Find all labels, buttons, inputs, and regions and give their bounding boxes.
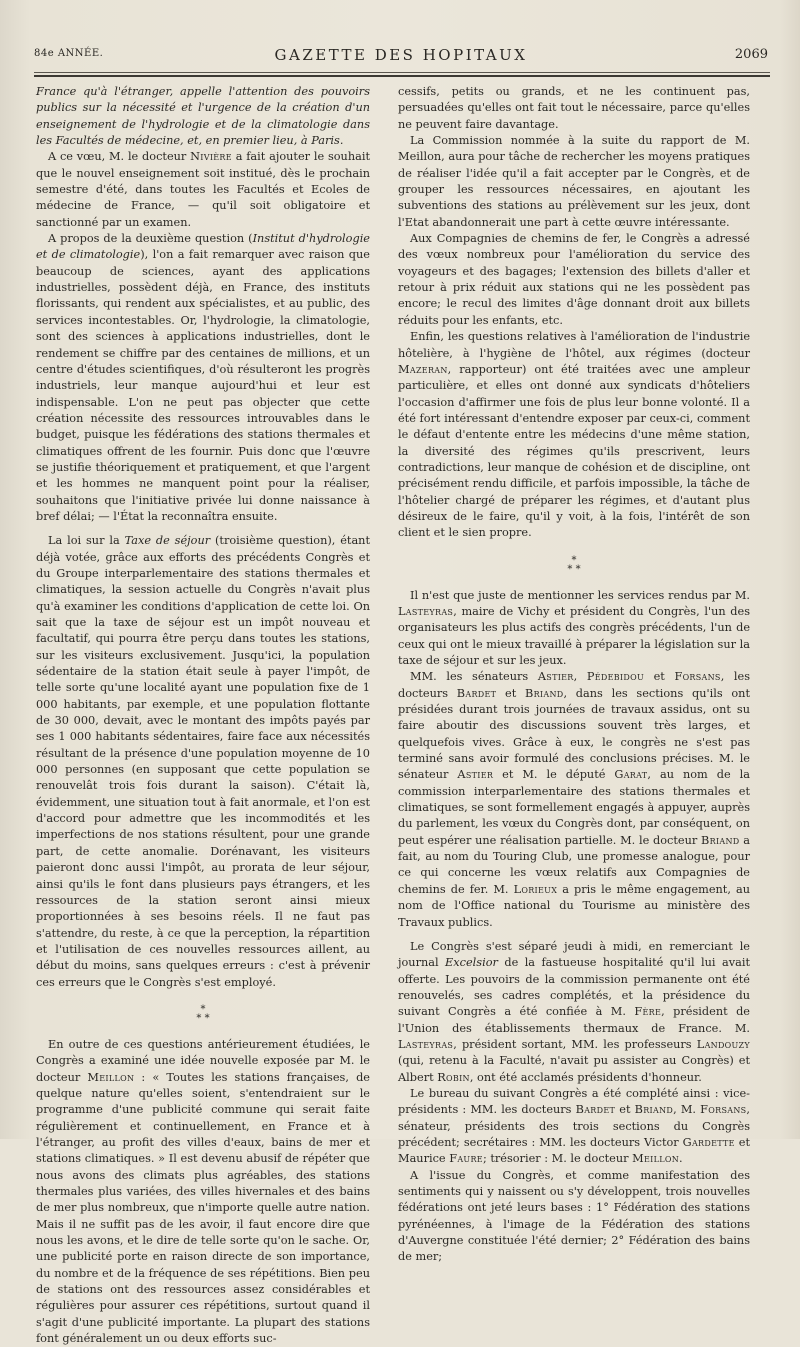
header-title: GAZETTE DES HOPITAUX xyxy=(274,46,528,64)
paragraph: Il n'est que juste de mentionner les services rendus par M. Lasteyras, maire de Vichy et président du Congrès, l'un des organisateurs les plus actifs des congrès précédents, l'un de ceux qui ont le mieux travaillé à préparer la législation sur la taxe de séjour et sur les jeux. xyxy=(398,588,750,667)
paragraph: A l'issue du Congrès, et comme manifestation des sentiments qui y naissent ou s'y développent, trois nouvelles fédérations ont jeté leurs bases : 1° Fédération des stations pyrénéennes, à l'image de la Fédération des stations d'Auvergne constituée l'été dernier; 2° Fédération des bains de mer; xyxy=(398,1168,750,1264)
person-name: Mazeran xyxy=(398,362,448,376)
paragraph: A propos de la deuxième question (Institut d'hydrologie et de climatologie), l'on a fait remarquer avec raison que beaucoup de sciences, ayant des applications industrielles, possèdent déjà, en France, des instituts florissants, qui rendent aux spécialistes, et au public, des services incontestables. Or, l'hydrologie, la climatologie, sont des sciences à applications industrielles, dont le rendement se chiffre par des centaines de millions, et un centre d'études scientifiques, d'où résulteront les progrès industriels, leur manque aujourd'hui et leur est indispensable. L'on ne peut pas objecter que cette création nécessite des ressources introuvables dans le budget, puisque les fédérations des stations thermales et climatiques offrent de les fournir. Puis donc que l'œuvre se justifie théoriquement et pratiquement, et que l'argent et les hommes ne manquent point pour la réaliser, souhaitons que l'initiative privée lui donne naissance à bref délai; — l'État la reconnaîtra ensuite. xyxy=(36,232,370,523)
paragraph: En outre de ces questions antérieurement étudiées, le Congrès a examiné une idée nouvelle exposée par M. le docteur Meillon : « Toutes les stations françaises, de quelque nature qu'elles soient, s'entendraient sur le programme d'une publicité commune qui serait faite régulièrement et continuellement, en France et à l'étranger, au profit des villes d'eaux, bains de mer et stations climatiques. » Il est devenu abusif de répéter que nous avons des climats plus agréables, des stations thermales plus variées, des villes hivernales et des bains de mer plus nombreux, que n'importe quelle autre nation. Mais il ne suffit pas de les avoir, il faut encore dire que nous les avons, et le dire de telle sorte qu'on le sache. Or, une publicité porte en raison directe de son importance, du nombre et de la fréquence de ses répétitions. Bien peu de stations ont des ressources assez considérables et régulières pour assurer ces répétitions, surtout quand il s'agit d'une publicité importante. La plupart des stations font généralement un ou deux efforts suc- xyxy=(36,1037,370,1346)
header-rule-thin xyxy=(34,72,770,73)
paragraph: Le Congrès s'est séparé jeudi à midi, en remerciant le journal Excelsior de la fastueuse hospitalité qu'il lui avait offerte. Les pouvoirs de la commission permanente ont été renouvelés, ses cadres complétés, et la présidence du suivant Congrès a été confiée à M. Fère, président de l'Union des établissements thermaux de France. M. Lasteyras, président sortant, MM. les professeurs Landouzy (qui, retenu à la Faculté, n'avait pu assister au Congrès) et Albert Robin, ont été acclamés présidents d'honneur. xyxy=(398,939,750,1084)
paragraph: cessifs, petits ou grands, et ne les continuent pas, persuadées qu'elles ont fait tout le nécessaire, parce qu'elles ne peuvent faire davantage. xyxy=(398,85,750,131)
paragraph: Enfin, les questions relatives à l'amélioration de l'industrie hôtelière, à l'hygiène de l'hôtel, aux régimes (docteur Mazeran, rapporteur) ont été traitées avec une ampleur particulière, et elles ont donné aux syndicats d'hôteliers l'occasion d'affirmer une fois de plus leur bonne volonté. Il a été fort intéressant d'entendre exposer par ceux-ci, comment le défaut d'entente entre les médecins d'une même station, la diversité des régimes qu'ils prescrivent, leurs contradictions, leur manque de cohésion et de discipline, ont précisément rendu difficile, et parfois impossible, la tâche de l'hôtelier chargé de préparer les régimes, et d'autant plus désireux de le faire, qu'il y voit, à la fois, l'intérêt de son client et le sien propre. xyxy=(398,330,750,540)
paragraph: Aux Compagnies de chemins de fer, le Congrès a adressé des vœux nombreux pour l'amélioration du service des voyageurs et des bagages; l'extension des billets d'aller et retour à prix réduit aux stations qui ne les possèdent pas encore; le recul des limites d'âge donnant droit aux billets réduits pour les enfants, etc. xyxy=(398,232,750,327)
left-column xyxy=(36,84,370,1347)
paragraph: Le bureau du suivant Congrès a été complété ainsi : vice-présidents : MM. les docteurs Bardet et Briand, M. Forsans, sénateur, présidents des trois sections du Congrès précédent; secrétaires : MM. les docteurs Victor Gardette et Maurice Faure; trésorier : M. le docteur Meillon. xyxy=(398,1086,750,1166)
paragraph: A ce vœu, M. le docteur Nivière a fait ajouter le souhait que le nouvel enseignement soit institué, dès le prochain semestre d'été, dans toutes les Facultés et Ecoles de médecine de France, — qu'il soit obligatoire et sanctionné par un examen. xyxy=(36,150,370,229)
header-year: 84e ANNÉE. xyxy=(34,48,104,59)
page-header xyxy=(34,46,768,68)
paragraph: MM. les sénateurs Astier, Pédebidou et Forsans, les docteurs Bardet et Briand, dans les sections qu'ils ont présidées durant trois journées de travaux assidus, ont su faire aboutir des discussions souvent très larges, et quelquefois vives. Grâce à eux, le congrès ne s'est pas terminé sans avoir formulé des conclusions précises. M. le sénateur Astier et M. le député Garat, au nom de la commission interparlementaire des stations thermales et climatiques, se sont formellement engagés à appuyer, auprès du parlement, les vœux du Congrès dont, par conséquent, on peut espérer une réalisation partielle. M. le docteur Briand a fait, au nom du Touring Club, une promesse analogue, pour ce qui concerne les vœux relatifs aux Compagnies de chemins de fer. M. Lorieux a pris le même engagement, au nom de l'Office national du Tourisme au ministère des Travaux publics. xyxy=(398,670,750,929)
person-name: Nivière xyxy=(190,150,232,164)
section-separator: * * * xyxy=(196,1003,210,1024)
paragraph: La Commission nommée à la suite du rapport de M. Meillon, aura pour tâche de rechercher les moyens pratiques de réaliser l'idée qu'il a fait accepter par le Congrès, et de grouper les ressources nécessaires, en ajoutant les subventions des stations au prélèvement sur les jeux, dont l'Etat abandonnerait une part à cette œuvre intéressante. xyxy=(398,134,750,229)
header-rule-thick xyxy=(34,75,770,77)
right-column xyxy=(398,84,750,1266)
person-name: Meillon xyxy=(87,1070,135,1084)
paragraph: France qu'à l'étranger, appelle l'attention des pouvoirs publics sur la nécessité et l'urgence de la création d'un enseignement de l'hydrologie et de la climatologie dans les Facultés de médecine, et, en premier lieu, à Paris. xyxy=(36,85,370,148)
paragraph: La loi sur la Taxe de séjour (troisième question), étant déjà votée, grâce aux efforts des précédents Congrès et du Groupe interparlementaire des stations thermales et climatiques, la session actuelle du Congrès n'avait plus qu'à examiner les conditions d'application de cette loi. On sait que la taxe de séjour est un impôt nouveau et facultatif, qui pourra être perçu dans toutes les stations, sur les visiteurs exclusivement. Jusqu'ici, la population sédentaire de la station était seule à payer l'impôt, de telle sorte qu'une localité ayant une population fixe de 1 000 habitants, par exemple, et une population flottante de 30 000, devait, avec le montant des impôts payés par ses 1 000 habitants sédentaires, faire face aux nécessités résultant de la présence d'une population moyenne de 10 000 personnes (en supposant que cette population se renouvelât trois fois durant la saison). C'était là, évidemment, une situation tout à fait anormale, et l'on est d'accord pour admettre que les incommodités et les imperfections de nos stations résultent, pour une grande part, de cette anomalie. Dorénavant, les visiteurs paieront donc aussi l'impôt, au prorata de leur séjour, ainsi qu'ils le font dans plusieurs pays étrangers, et les ressources de la station seront ainsi mieux proportionnées à ses besoins réels. Il ne faut pas s'attendre, du reste, à ce que la perception, la répartition et l'utilisation de ces nouvelles ressources aillent, au début du moins, sans quelques erreurs : c'est à prévenir ces erreurs que le Congrès s'est employé. xyxy=(36,534,370,989)
header-page-number: 2069 xyxy=(734,47,768,62)
person-name: Lasteyras xyxy=(398,604,454,618)
section-separator: * * * xyxy=(567,554,581,575)
